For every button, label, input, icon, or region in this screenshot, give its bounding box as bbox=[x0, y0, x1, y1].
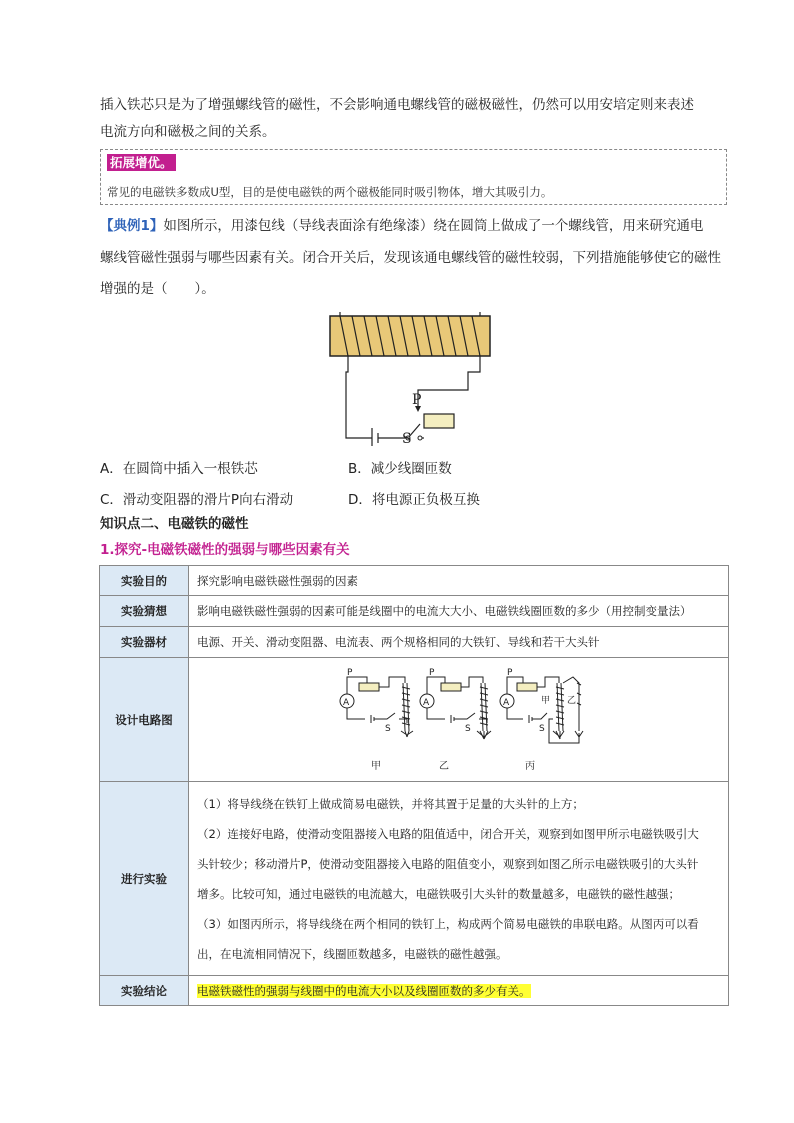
table-row bbox=[100, 976, 729, 1006]
option-b: B．减少线圈匝数 bbox=[348, 461, 452, 477]
example-line-3: 增强的是（ ）。 bbox=[100, 281, 215, 297]
figure-label-p: P bbox=[412, 392, 422, 408]
example-label: 【典例1】 bbox=[100, 218, 164, 234]
example-text-1: 如图所示，用漆包线（导线表面涂有绝缘漆）绕在圆筒上做成了一个螺线管，用来研究通电 bbox=[163, 218, 704, 234]
procedure-step-3a: （3）如图丙所示，将导线绕在两个相同的铁钉上，构成两个简易电磁铁的串联电路。从图丙可以看 bbox=[197, 916, 699, 931]
circuit-label: 设计电路图 bbox=[100, 658, 189, 782]
procedure-step-2b: 头针较少；移动滑片P，使滑动变阻器接入电路的阻值变小，观察到如图乙所示电磁铁吸引的大头针 bbox=[197, 856, 699, 871]
purpose-label: 实验目的 bbox=[100, 566, 189, 596]
switch-label-2: S bbox=[465, 723, 471, 734]
slider-label-2: P bbox=[429, 667, 435, 678]
option-a: A．在圆筒中插入一根铁芯 bbox=[100, 461, 258, 477]
slider-label-1: P bbox=[347, 667, 353, 678]
equipment-label: 实验器材 bbox=[100, 627, 189, 658]
conclusion-label: 实验结论 bbox=[100, 976, 189, 1006]
option-d: D．将电源正负极互换 bbox=[348, 492, 480, 508]
label-jia-small: 甲 bbox=[541, 695, 551, 706]
switch-label-1: S bbox=[385, 723, 391, 734]
hypothesis-value: 影响电磁铁磁性强弱的因素可能是线圈中的电流大大小、电磁铁线圈匝数的多少（用控制变量法） bbox=[189, 596, 729, 627]
procedure-step-2a: （2）连接好电路，使滑动变阻器接入电路的阻值适中，闭合开关，观察到如图甲所示电磁铁吸引大 bbox=[197, 826, 699, 841]
section-title: 1.探究-电磁铁磁性的强弱与哪些因素有关 bbox=[100, 542, 350, 558]
option-c: C．滑动变阻器的滑片P向右滑动 bbox=[100, 492, 294, 508]
solenoid-circuit-figure bbox=[320, 306, 500, 446]
slider-label-3: P bbox=[507, 667, 513, 678]
procedure-step-2c: 增多。比较可知，通过电磁铁的电流越大，电磁铁吸引大头针的数量越多，电磁铁的磁性越强； bbox=[197, 886, 680, 901]
experiment-table bbox=[99, 565, 729, 1006]
table-row bbox=[100, 596, 729, 627]
conclusion-value: 电磁铁磁性的强弱与线圈中的电流大小以及线圈匝数的多少有关。 bbox=[197, 983, 531, 998]
extension-box bbox=[100, 149, 727, 205]
conclusion-cell bbox=[189, 976, 729, 1006]
procedure-value bbox=[189, 782, 729, 976]
procedure-label: 进行实验 bbox=[100, 782, 189, 976]
label-jia: 甲 bbox=[371, 760, 381, 772]
label-bing: 丙 bbox=[525, 760, 535, 772]
knowledge-point-title: 知识点二、电磁铁的磁性 bbox=[100, 516, 249, 532]
example-line-1 bbox=[100, 216, 703, 236]
hypothesis-label: 实验猜想 bbox=[100, 596, 189, 627]
example-line-2: 螺线管磁性强弱与哪些因素有关。闭合开关后，发现该通电螺线管的磁性较弱，下列措施能够使它的磁性 bbox=[100, 250, 721, 266]
table-row bbox=[100, 782, 729, 976]
circuit-diagram-cell bbox=[189, 658, 729, 782]
table-row bbox=[100, 566, 729, 596]
figure-label-s: S bbox=[402, 431, 412, 446]
purpose-value: 探究影响电磁铁磁性强弱的因素 bbox=[189, 566, 729, 596]
ammeter-label-3: A bbox=[503, 697, 510, 708]
label-yi-small: 乙 bbox=[567, 695, 577, 706]
table-row bbox=[100, 627, 729, 658]
electromagnet-circuit-diagrams bbox=[327, 663, 587, 777]
ammeter-label-2: A bbox=[423, 697, 430, 708]
extension-text: 常见的电磁铁多数成U型，目的是使电磁铁的两个磁极能同时吸引物体，增大其吸引力。 bbox=[107, 185, 553, 199]
switch-label-3: S bbox=[539, 723, 545, 734]
extension-title: 拓展增优。 bbox=[107, 154, 176, 171]
ammeter-label-1: A bbox=[343, 697, 350, 708]
procedure-step-3b: 出，在电流相同情况下，线圈匝数越多，电磁铁的磁性越强。 bbox=[197, 946, 508, 961]
intro-line-1: 插入铁芯只是为了增强螺线管的磁性，不会影响通电螺线管的磁极磁性，仍然可以用安培定则来表述 bbox=[100, 97, 694, 113]
equipment-value: 电源、开关、滑动变阻器、电流表、两个规格相同的大铁钉、导线和若干大头针 bbox=[189, 627, 729, 658]
table-row bbox=[100, 658, 729, 782]
intro-line-2: 电流方向和磁极之间的关系。 bbox=[100, 124, 276, 140]
label-yi: 乙 bbox=[439, 760, 449, 772]
procedure-step-1: （1）将导线绕在铁钉上做成简易电磁铁，并将其置于足量的大头针的上方； bbox=[197, 796, 584, 811]
